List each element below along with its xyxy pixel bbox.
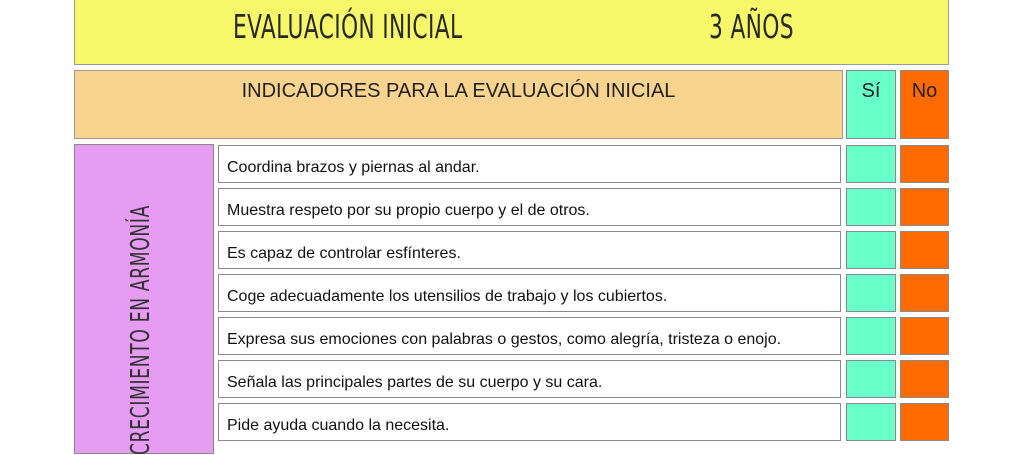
category-label: CRECIMIENTO EN ARMONÍA <box>126 204 156 455</box>
yes-checkbox-cell[interactable] <box>846 145 896 183</box>
yes-checkbox-cell[interactable] <box>846 231 896 269</box>
indicators-header <box>74 70 843 139</box>
no-column-header <box>900 70 949 139</box>
no-checkbox-cell[interactable] <box>900 403 949 441</box>
indicators-header-label: INDICADORES PARA LA EVALUACIÓN INICIAL <box>241 80 676 102</box>
indicator-row-text: Señala las principales partes de su cuerpo y su cara. <box>218 360 841 398</box>
yes-column-label: Sí <box>861 80 881 102</box>
yes-column-header <box>846 70 896 139</box>
indicator-row-text: Pide ayuda cuando la necesita. <box>218 403 841 441</box>
no-checkbox-cell[interactable] <box>900 274 949 312</box>
yes-checkbox-cell[interactable] <box>846 188 896 226</box>
indicator-row-text: Muestra respeto por su propio cuerpo y el de otros. <box>218 188 841 226</box>
indicator-row-text: Coge adecuadamente los utensilios de trabajo y los cubiertos. <box>218 274 841 312</box>
yes-checkbox-cell[interactable] <box>846 317 896 355</box>
indicator-row-text: Expresa sus emociones con palabras o gestos, como alegría, tristeza o enojo. <box>218 317 841 355</box>
no-checkbox-cell[interactable] <box>900 317 949 355</box>
yes-checkbox-cell[interactable] <box>846 403 896 441</box>
yes-checkbox-cell[interactable] <box>846 274 896 312</box>
age-label: 3 AÑOS <box>709 7 794 46</box>
yes-checkbox-cell[interactable] <box>846 360 896 398</box>
no-checkbox-cell[interactable] <box>900 231 949 269</box>
indicator-row-text: Coordina brazos y piernas al andar. <box>218 145 841 183</box>
indicator-row-text: Es capaz de controlar esfínteres. <box>218 231 841 269</box>
page-title: EVALUACIÓN INICIAL <box>233 7 463 46</box>
evaluation-header <box>74 0 949 65</box>
no-checkbox-cell[interactable] <box>900 145 949 183</box>
no-column-label: No <box>911 80 938 102</box>
no-checkbox-cell[interactable] <box>900 360 949 398</box>
no-checkbox-cell[interactable] <box>900 188 949 226</box>
category-cell <box>74 144 214 454</box>
